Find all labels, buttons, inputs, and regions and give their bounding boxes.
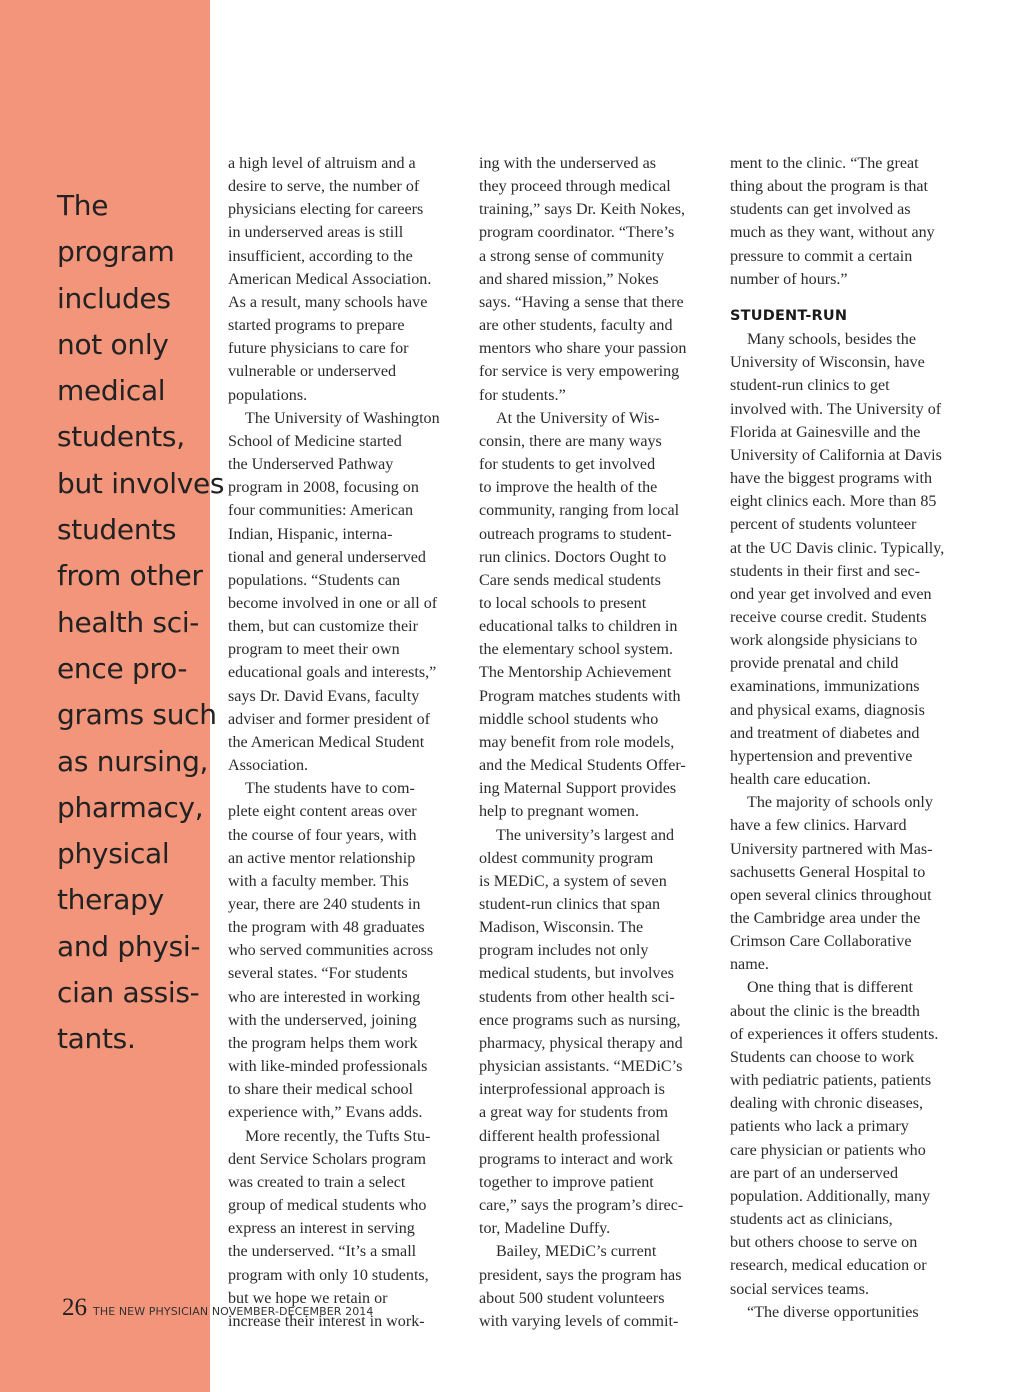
text-line: with the underserved, joining [228, 1011, 417, 1029]
text-line: Madison, Wisconsin. The [479, 919, 644, 937]
text-line: Indian, Hispanic, interna- [228, 525, 393, 543]
text-line: about the clinic is the breadth [730, 1002, 920, 1020]
text-line: dent Service Scholars program [228, 1150, 426, 1168]
text-line: One thing that is different [747, 979, 913, 997]
text-line: at the UC Davis clinic. Typically, [730, 539, 945, 557]
text-line: ing with the underserved as [479, 155, 656, 172]
text-line: but others choose to serve on [730, 1234, 918, 1252]
text-line: The university’s largest and [496, 826, 675, 844]
text-line: Many schools, besides the [747, 331, 916, 349]
text-line: year, there are 240 students in [228, 896, 421, 913]
text-line: sachusetts General Hospital to [730, 863, 926, 881]
pull-quote-line: program [57, 235, 175, 269]
text-line: hypertension and preventive [730, 747, 913, 765]
text-line: are part of an underserved [730, 1164, 899, 1182]
text-line: a strong sense of community [479, 247, 665, 265]
text-line: mentors who share your passion [479, 340, 687, 358]
text-line: tional and general underserved [228, 548, 426, 566]
column-3-body [730, 328, 962, 1324]
text-line: the course of four years, with [228, 826, 417, 844]
text-line: of experiences it offers students. [730, 1025, 939, 1043]
text-line: interprofessional approach is [479, 1081, 665, 1099]
text-line: open several clinics throughout [730, 886, 932, 904]
text-line: run clinics. Doctors Ought to [479, 548, 667, 566]
text-line: experience with,” Evans adds. [228, 1104, 423, 1122]
text-line: ment to the clinic. “The great [730, 155, 919, 172]
text-line: Association. [228, 757, 309, 775]
paragraph [730, 976, 962, 1300]
paragraph [479, 824, 711, 1241]
text-line: increase their interest in work- [228, 1312, 425, 1330]
text-line: The University of Washington [245, 409, 440, 427]
column-3-intro [730, 152, 962, 291]
text-line: educational goals and interests,” [228, 664, 437, 682]
paragraph [730, 791, 962, 976]
page-number: 26 [62, 1294, 87, 1321]
text-line: More recently, the Tufts Stu- [245, 1127, 431, 1145]
pull-quote-line: grams such [57, 698, 217, 732]
text-line: community, ranging from local [479, 502, 680, 520]
text-line: and shared mission,” Nokes [479, 270, 659, 288]
text-line: them, but can customize their [228, 618, 418, 636]
text-line: dealing with chronic diseases, [730, 1095, 924, 1113]
paragraph [228, 777, 460, 1124]
text-line: program includes not only [479, 942, 649, 960]
pull-quote-line: includes [57, 281, 171, 315]
text-line: educational talks to children in [479, 618, 678, 636]
text-line: who served communities across [228, 942, 434, 960]
paragraph [228, 407, 460, 778]
text-line: University of California at Davis [730, 446, 942, 464]
text-line: for service is very empowering [479, 363, 680, 381]
text-line: tor, Madeline Duffy. [479, 1220, 611, 1238]
text-line: training,” says Dr. Keith Nokes, [479, 201, 686, 219]
text-line: the program with 48 graduates [228, 919, 425, 937]
text-line: group of medical students who [228, 1197, 427, 1215]
text-line: in underserved areas is still [228, 224, 404, 242]
text-line: much as they want, without any [730, 224, 935, 242]
pull-quote-line: pharmacy, [57, 790, 204, 824]
text-line: outreach programs to student- [479, 525, 672, 543]
text-line: future physicians to care for [228, 340, 409, 358]
text-line: says Dr. David Evans, faculty [228, 687, 420, 705]
text-line: health care education. [730, 771, 871, 789]
text-line: University of Wisconsin, have [730, 354, 925, 372]
text-line: express an interest in serving [228, 1220, 415, 1238]
paragraph [479, 407, 711, 824]
pull-quote-line: from other [57, 559, 203, 593]
text-line: pressure to commit a certain [730, 247, 913, 265]
text-line: says. “Having a sense that there [479, 293, 684, 311]
text-line: and physical exams, diagnosis [730, 701, 925, 719]
text-line: programs to interact and work [479, 1150, 673, 1168]
pull-quote-line: not only [57, 327, 169, 361]
text-line: an active mentor relationship [228, 849, 416, 867]
pull-quote-line: and physi- [57, 929, 201, 963]
text-line: students in their first and sec- [730, 562, 920, 580]
text-line: physicians electing for careers [228, 201, 424, 219]
text-line: help to pregnant women. [479, 803, 640, 821]
pull-quote-line: health sci- [57, 605, 200, 639]
text-line: with varying levels of commit- [479, 1312, 679, 1330]
paragraph [479, 1240, 711, 1333]
text-line: The students have to com- [245, 780, 415, 798]
text-line: ond year get involved and even [730, 585, 932, 603]
text-line: they proceed through medical [479, 178, 671, 196]
text-line: program with only 10 students, [228, 1266, 429, 1284]
text-line: pharmacy, physical therapy and [479, 1034, 683, 1052]
text-line: to improve the health of the [479, 479, 658, 497]
paragraph [228, 152, 460, 407]
text-line: social services teams. [730, 1280, 869, 1298]
text-line: different health professional [479, 1127, 661, 1145]
text-line: with pediatric patients, patients [730, 1072, 932, 1090]
text-line: middle school students who [479, 710, 659, 728]
text-line: with like-minded professionals [228, 1058, 428, 1076]
text-line: students act as clinicians, [730, 1211, 893, 1229]
article-column-1 [228, 152, 460, 1333]
text-line: program to meet their own [228, 641, 400, 659]
pull-quote-line: but involves [57, 466, 225, 500]
text-line: Bailey, MEDiC’s current [496, 1243, 657, 1261]
text-line: The majority of schools only [747, 794, 933, 812]
text-line: percent of students volunteer [730, 516, 917, 534]
text-line: plete eight content areas over [228, 803, 417, 821]
pull-quote-line: physical [57, 837, 170, 871]
text-line: University partnered with Mas- [730, 840, 933, 858]
text-line: the American Medical Student [228, 733, 425, 751]
text-line: adviser and former president of [228, 710, 430, 728]
text-line: who are interested in working [228, 988, 421, 1006]
text-line: thing about the program is that [730, 178, 929, 196]
text-line: students from other health sci- [479, 988, 675, 1006]
pull-quote-line: students, [57, 420, 185, 454]
text-line: populations. “Students can [228, 571, 401, 589]
text-line: research, medical education or [730, 1257, 927, 1275]
pull-quote-line: students [57, 513, 177, 547]
text-line: a great way for students from [479, 1104, 669, 1122]
paragraph [730, 1301, 962, 1324]
text-line: care,” says the program’s direc- [479, 1197, 684, 1215]
page-footer [62, 1294, 374, 1324]
pull-quote-line: ence pro- [57, 651, 188, 685]
article-column-2 [479, 152, 711, 1333]
text-line: the Cambridge area under the [730, 910, 921, 927]
text-line: populations. [228, 386, 308, 404]
text-line: program in 2008, focusing on [228, 479, 419, 497]
text-line: ence programs such as nursing, [479, 1011, 681, 1029]
text-line: the underserved. “It’s a small [228, 1243, 417, 1261]
text-line: for students.” [479, 386, 566, 404]
text-line: president, says the program has [479, 1266, 682, 1284]
paragraph [730, 328, 962, 791]
text-line: student-run clinics to get [730, 377, 890, 395]
text-line: Florida at Gainesville and the [730, 423, 921, 441]
article-column-3 [730, 152, 962, 1324]
pull-quote-line: cian assis- [57, 976, 200, 1010]
text-line: At the University of Wis- [496, 409, 660, 427]
text-line: with a faculty member. This [228, 872, 409, 890]
text-line: have the biggest programs with [730, 470, 933, 488]
text-line: and treatment of diabetes and [730, 724, 920, 742]
text-line: to local schools to present [479, 594, 647, 612]
text-line: program coordinator. “There’s [479, 224, 675, 242]
text-line: the elementary school system. [479, 641, 673, 659]
text-line: about 500 student volunteers [479, 1289, 665, 1307]
text-line: patients who lack a primary [730, 1118, 909, 1136]
text-line: started programs to prepare [228, 317, 405, 335]
text-line: As a result, many schools have [228, 293, 428, 311]
text-line: insufficient, according to the [228, 247, 413, 265]
section-subhead: STUDENT-RUN [730, 307, 848, 324]
pull-quote-line: medical [57, 374, 166, 408]
text-line: provide prenatal and child [730, 655, 899, 673]
text-line: eight clinics each. More than 85 [730, 493, 937, 511]
text-line: School of Medicine started [228, 432, 402, 450]
text-line: population. Additionally, many [730, 1187, 931, 1205]
text-line: for students to get involved [479, 456, 656, 474]
text-line: was created to train a select [228, 1173, 406, 1191]
text-line: American Medical Association. [228, 270, 432, 288]
text-line: together to improve patient [479, 1173, 654, 1191]
text-line: and the Medical Students Offer- [479, 757, 686, 775]
text-line: is MEDiC, a system of seven [479, 872, 667, 890]
publication-line: THE NEW PHYSICIAN NOVEMBER-DECEMBER 2014 [93, 1305, 374, 1318]
text-line: vulnerable or underserved [228, 363, 397, 381]
pull-quote-line: therapy [57, 883, 164, 917]
text-line: The Mentorship Achievement [479, 664, 672, 682]
text-line: become involved in one or all of [228, 594, 438, 612]
pull-quote-line: as nursing, [57, 744, 209, 778]
text-line: consin, there are many ways [479, 432, 662, 450]
text-line: the Underserved Pathway [228, 456, 394, 474]
text-line: ing Maternal Support provides [479, 780, 677, 798]
text-line: the program helps them work [228, 1034, 418, 1052]
text-line: have a few clinics. Harvard [730, 817, 907, 835]
pull-quote [57, 183, 225, 1063]
text-line: four communities: American [228, 502, 414, 520]
text-line: receive course credit. Students [730, 608, 927, 626]
text-line: Students can choose to work [730, 1048, 915, 1066]
text-line: name. [730, 956, 769, 974]
text-line: student-run clinics that span [479, 896, 661, 913]
text-line: care physician or patients who [730, 1141, 926, 1159]
text-line: several states. “For students [228, 965, 408, 983]
text-line: desire to serve, the number of [228, 178, 420, 196]
text-line: are other students, faculty and [479, 317, 673, 335]
text-line: to share their medical school [228, 1081, 414, 1099]
text-line: oldest community program [479, 849, 654, 867]
text-line: “The diverse opportunities [747, 1303, 919, 1321]
text-line: number of hours.” [730, 270, 848, 288]
text-line: work alongside physicians to [730, 632, 918, 650]
text-line: Program matches students with [479, 687, 681, 705]
text-line: Crimson Care Collaborative [730, 933, 912, 951]
text-line: physician assistants. “MEDiC’s [479, 1058, 683, 1076]
text-line: a high level of altruism and a [228, 155, 416, 172]
paragraph [479, 152, 711, 407]
text-line: may benefit from role models, [479, 733, 675, 751]
text-line: examinations, immunizations [730, 678, 920, 696]
text-line: involved with. The University of [730, 400, 942, 418]
text-line: medical students, but involves [479, 965, 674, 983]
text-line: but we hope we retain or [228, 1289, 388, 1307]
pull-quote-line: The [57, 189, 109, 222]
text-line: students can get involved as [730, 201, 911, 219]
pull-quote-line: tants. [57, 1022, 136, 1056]
text-line: Care sends medical students [479, 571, 661, 589]
